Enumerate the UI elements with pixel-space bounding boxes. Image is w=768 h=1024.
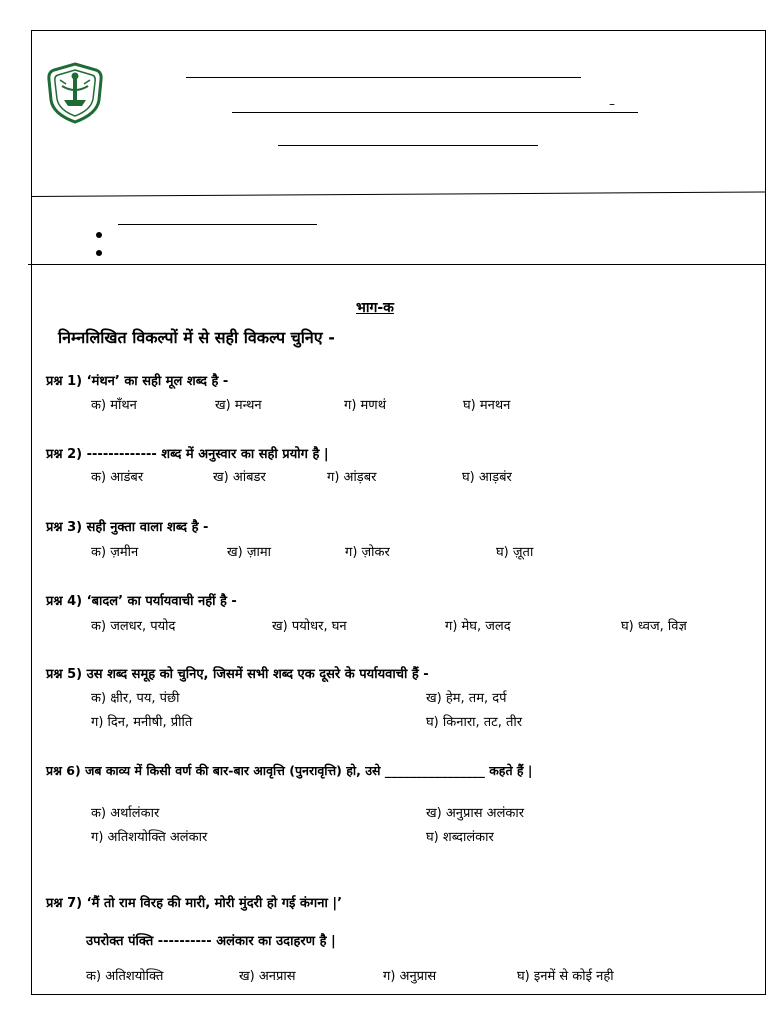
q5-option-d: घ) किनारा, तट, तीर — [426, 715, 523, 730]
bullet-1 — [96, 232, 102, 238]
q7-option-a: क) अतिशयोक्ति — [86, 969, 164, 984]
q5-option-a: क) क्षीर, पय, पंछी — [91, 691, 180, 706]
q7-option-c: ग) अनुप्रास — [383, 969, 437, 984]
q6-option-d: घ) शब्दालंकार — [426, 830, 494, 845]
q6-option-b: ख) अनुप्रास अलंकार — [426, 806, 525, 821]
q2-option-b: ख) आंबडर — [213, 470, 266, 485]
q3-option-d: घ) ज़ूता — [496, 545, 534, 560]
title-line-2-dash: – — [609, 97, 615, 111]
name-blank-line — [118, 224, 317, 225]
q4-option-b: ख) पयोधर, घन — [272, 619, 347, 634]
q2-option-c: ग) आंड़बर — [327, 470, 377, 485]
q1-option-a: क) मॉंथन — [91, 398, 137, 413]
q3-option-a: क) ज़मीन — [91, 545, 139, 560]
title-line-3 — [278, 145, 538, 146]
section-heading: भाग-क — [356, 300, 394, 316]
question-2: प्रश्न 2) ------------- शब्द में अनुस्वार का सही प्रयोग है | — [46, 447, 329, 462]
question-5: प्रश्न 5) उस शब्द समूह को चुनिए, जिसमें सभी शब्द एक दूसरे के पर्यायवाची हैं - — [46, 667, 429, 682]
bullet-2 — [96, 250, 102, 256]
title-line-1 — [186, 77, 581, 78]
question-7-subtext: उपरोक्त पंक्ति ---------- अलंकार का उदाहरण है | — [86, 934, 336, 949]
page-border — [31, 30, 766, 995]
question-1: प्रश्न 1) ‘मंथन’ का सही मूल शब्द है - — [46, 374, 229, 389]
q3-option-b: ख) ज़ामा — [227, 545, 271, 560]
q5-option-b: ख) हेम, तम, दर्प — [426, 691, 507, 706]
q6-option-c: ग) अतिशयोक्ति अलंकार — [91, 830, 208, 845]
q4-option-d: घ) ध्वज, विज्ञ — [621, 619, 687, 634]
question-6: प्रश्न 6) जब काव्य में किसी वर्ण की बार-बार आवृत्ति (पुनरावृत्ति) हो, उसे ________________ कहते हैं | — [46, 763, 533, 778]
q7-option-d: घ) इनमें से कोई नही — [517, 969, 614, 984]
q1-option-b: ख) मन्थन — [215, 398, 262, 413]
q5-option-c: ग) दिन, मनीषी, प्रीति — [91, 715, 193, 730]
question-3: प्रश्न 3) सही नुक्ता वाला शब्द है - — [46, 520, 209, 535]
q1-option-d: घ) मनथन — [463, 398, 511, 413]
q3-option-c: ग) ज़ोकर — [345, 545, 390, 560]
title-line-2 — [232, 112, 638, 113]
section-instruction: निम्नलिखित विकल्पों में से सही विकल्प चुनिए - — [58, 328, 335, 347]
q7-option-b: ख) अनप्रास — [239, 969, 296, 984]
header-bottom-rule — [28, 264, 766, 265]
q2-option-a: क) आडंबर — [91, 470, 144, 485]
q1-option-c: ग) मणथं — [344, 398, 387, 413]
question-4: प्रश्न 4) ‘बादल’ का पर्यायवाची नहीं है - — [46, 594, 237, 609]
q4-option-a: क) जलधर, पयोद — [91, 619, 176, 634]
school-crest-icon — [46, 62, 104, 124]
q2-option-d: घ) आड़बंर — [462, 470, 512, 485]
question-7: प्रश्न 7) ‘मैं तो राम विरह की मारी, मोरी मुंदरी हो गई कंगना |’ — [46, 896, 343, 911]
q6-option-a: क) अर्थालंकार — [91, 806, 160, 821]
q4-option-c: ग) मेघ, जलद — [445, 619, 511, 634]
